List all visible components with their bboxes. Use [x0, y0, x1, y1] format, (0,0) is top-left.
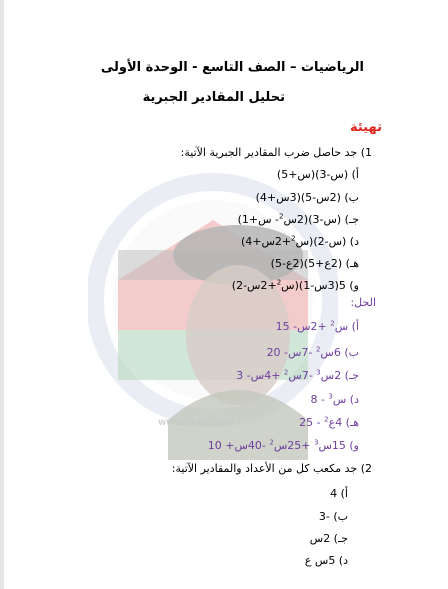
solution-item-a: أ) س$^2$ +2س- 15 — [275, 319, 359, 333]
solution-item-f: و) 15س$^3$ +25س$^2$ -40س+ 10 — [207, 438, 359, 452]
q2-item-d: د) 5س ع — [304, 554, 348, 567]
q1-item-a: أ) (س-3)(س+5) — [276, 168, 359, 181]
q1-item-d: د) (س-2)(س$^2$+2س+4) — [240, 234, 359, 248]
header-line-2: تحليل المقادير الجبرية — [142, 90, 285, 105]
q2-item-c: جـ) 2س — [309, 532, 348, 545]
q1-item-f: و) 5(3س-1)(س$^2$+2س-2) — [231, 278, 359, 292]
section-title: تهيئة — [350, 120, 382, 135]
q1-item-e: هـ) (2ع+5)(2ع-5) — [270, 257, 359, 270]
solution-item-d: د) س$^3$ - 8 — [310, 392, 359, 406]
header-line-1: الرياضيات – الصف التاسع - الوحدة الأولى — [100, 60, 364, 75]
question-1-prompt: 1) جد حاصل ضرب المقادير الجبرية الآتية: — [180, 146, 372, 159]
solution-item-b: ب) 6س$^2$ -7س- 20 — [266, 345, 359, 359]
solution-label: الحل: — [350, 296, 376, 309]
question-2-prompt: 2) جد مكعب كل من الأعداد والمقادير الآتية: — [171, 462, 372, 475]
q1-item-c: جـ) (س-3)(2س$^2$- س+1) — [237, 212, 359, 226]
q2-item-b: ب) -3 — [318, 510, 348, 523]
solution-item-e: هـ) 4ع$^2$ - 25 — [299, 415, 359, 429]
watermark-text: www.jo-ex.com — [158, 417, 234, 428]
q1-item-b: ب) (2س-5)(3س+4) — [255, 191, 359, 204]
solution-item-c: جـ) 2س$^3$ -7س$^2$ +4س- 3 — [236, 368, 359, 382]
q2-item-a: أ) 4 — [330, 487, 348, 500]
